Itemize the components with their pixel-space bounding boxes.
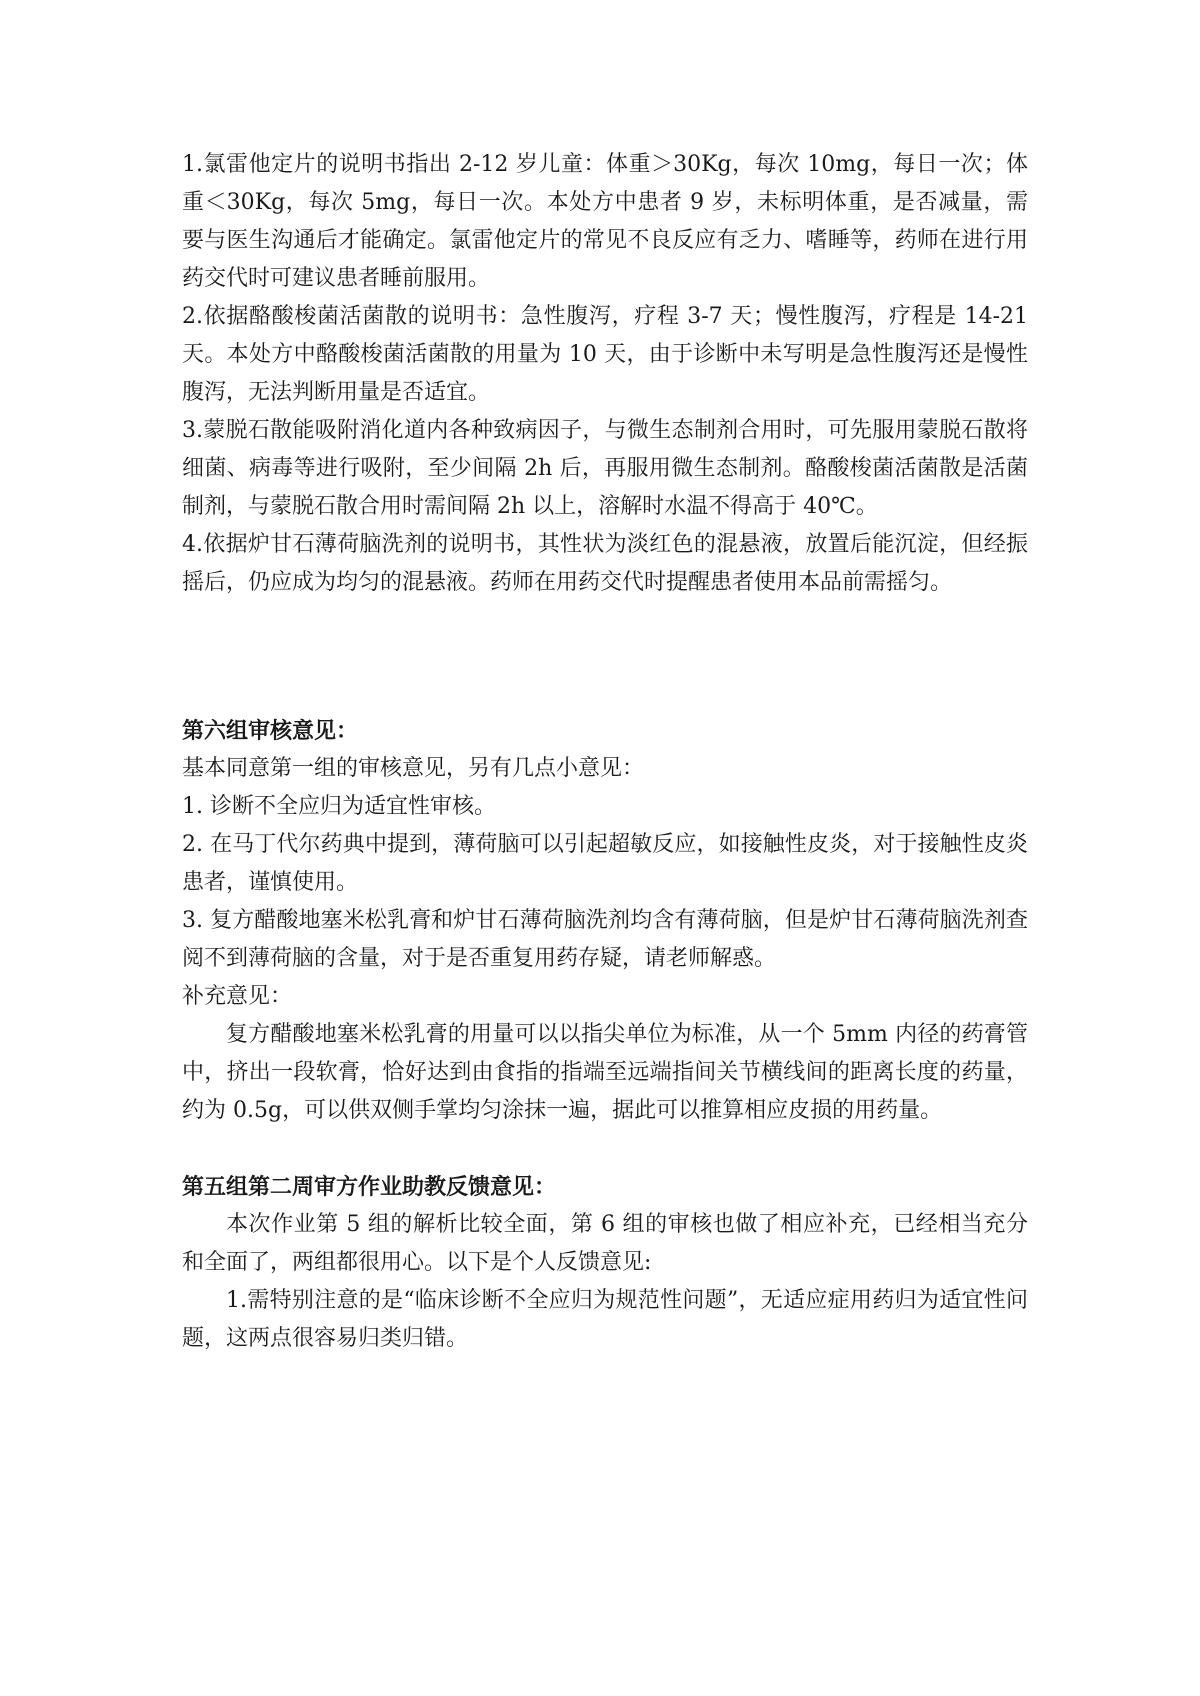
analysis-item-1: 1.氯雷他定片的说明书指出 2-12 岁儿童：体重＞30Kg，每次 10mg，每日一次；体重＜30Kg，每次 5mg，每日一次。本处方中患者 9 岁，未标明体重，是否减量，需要与医生沟通后才能确定。氯雷他定片的常见不良反应有乏力、嗜睡等，药师在进行用药交代时可建议患者睡前服用。	[182, 152, 1028, 291]
spacer	[182, 1130, 1028, 1168]
supplement-label: 补充意见：	[182, 984, 293, 1009]
analysis-item-3: 3.蒙脱石散能吸附消化道内各种致病因子，与微生态制剂合用时，可先服用蒙脱石散将细菌、病毒等进行吸附，至少间隔 2h 后，再服用微生态制剂。酪酸梭菌活菌散是活菌制剂，与蒙脱石散合用时需间隔 2h 以上，溶解时水温不得高于 40℃。	[182, 418, 1028, 519]
analysis-item-2: 2.依据酪酸梭菌活菌散的说明书：急性腹泻，疗程 3-7 天；慢性腹泻，疗程是 14-21 天。本处方中酪酸梭菌活菌散的用量为 10 天，由于诊断中未写明是急性腹泻还是慢性腹泻，无法判断用量是否适宜。	[182, 304, 1028, 405]
spacer	[182, 602, 1028, 712]
section-heading: 第六组审核意见：	[182, 718, 359, 744]
supplement-text: 复方醋酸地塞米松乳膏的用量可以以指尖单位为标准，从一个 5mm 内径的药膏管中，挤出一段软膏，恰好达到由食指的指端至远端指间关节横线间的距离长度的药量，约为 0.5g，可以供双侧手掌均匀涂抹一遍，据此可以推算相应皮损的用药量。	[182, 1022, 1028, 1123]
section-ta-feedback	[182, 1168, 1028, 1358]
section-heading: 第五组第二周审方作业助教反馈意见：	[182, 1174, 557, 1200]
feedback-item-1: 1.需特别注意的是“临床诊断不全应归为规范性问题”，无适应症用药归为适宜性问题，这两点很容易归类归错。	[182, 1288, 1028, 1351]
review-item-3: 3. 复方醋酸地塞米松乳膏和炉甘石薄荷脑洗剂均含有薄荷脑，但是炉甘石薄荷脑洗剂查阅不到薄荷脑的含量，对于是否重复用药存疑，请老师解惑。	[182, 908, 1028, 971]
document-body	[182, 146, 1028, 1358]
review-item-2: 2. 在马丁代尔药典中提到，薄荷脑可以引起超敏反应，如接触性皮炎，对于接触性皮炎患者，谨慎使用。	[182, 832, 1028, 895]
analysis-item-4: 4.依据炉甘石薄荷脑洗剂的说明书，其性状为淡红色的混悬液，放置后能沉淀，但经振摇后，仍应成为均匀的混悬液。药师在用药交代时提醒患者使用本品前需摇匀。	[182, 532, 1028, 595]
review-item-1: 1. 诊断不全应归为适宜性审核。	[182, 794, 496, 819]
feedback-intro: 本次作业第 5 组的解析比较全面，第 6 组的审核也做了相应补充，已经相当充分和全面了，两组都很用心。以下是个人反馈意见:	[182, 1212, 1028, 1275]
review-intro: 基本同意第一组的审核意见，另有几点小意见：	[182, 756, 645, 781]
section-group6-review	[182, 712, 1028, 1130]
section-prescription-analysis	[182, 146, 1028, 602]
